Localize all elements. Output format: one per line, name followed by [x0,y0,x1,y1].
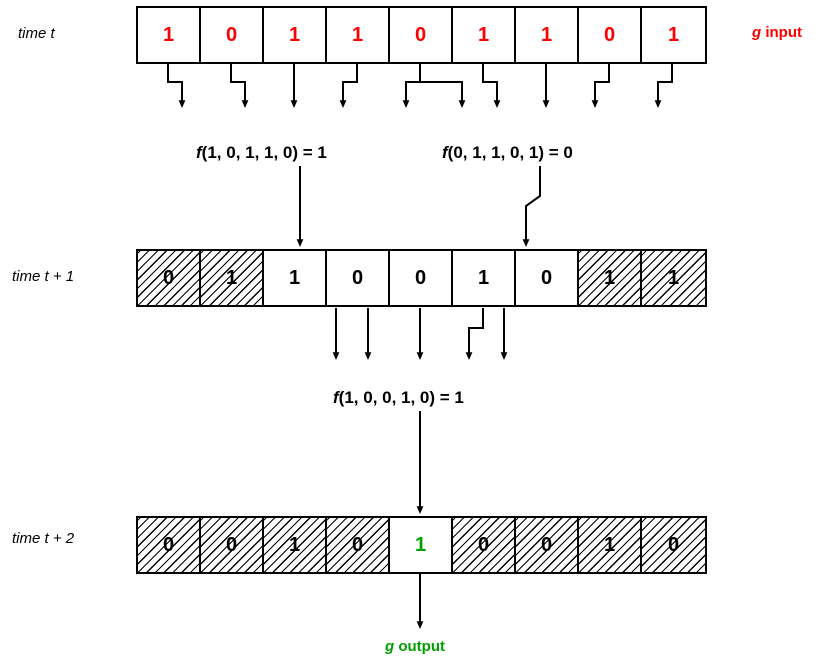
tape-cell[interactable] [138,518,201,572]
tape-cell[interactable] [453,518,516,572]
cell-value: 0 [162,266,175,289]
input-label-text: input [761,24,802,41]
cell-value: 0 [540,266,553,289]
output-label-symbol: g [385,638,395,655]
tap-arrow [420,64,462,104]
annotation-args: (1, 0, 0, 1, 0) [338,388,436,407]
cell-value: 1 [162,23,175,46]
tape-cell[interactable] [642,518,705,572]
row-label-time-t-plus-1: time t + 1 [12,268,75,285]
output-label-text: output [394,638,445,655]
tape-cell[interactable] [390,251,453,305]
tape-cell[interactable] [516,518,579,572]
annotation-eq: = 1 [435,388,464,407]
annotation-fn: f [333,388,339,407]
row-label-time-t: time t [18,25,55,42]
cell-value: 1 [414,533,427,556]
tap-arrow [406,64,420,104]
result-arrow [526,166,540,243]
tap-arrow [483,64,497,104]
tape-cell[interactable] [453,251,516,305]
cell-value: 1 [225,266,238,289]
tape-cell[interactable] [642,8,705,62]
tape-cell[interactable] [138,251,201,305]
cell-value: 1 [351,23,364,46]
tap-arrow [658,64,672,104]
cell-value: 0 [225,23,238,46]
cell-value: 0 [603,23,616,46]
cell-value: 0 [351,266,364,289]
tap-arrow [231,64,245,104]
tape-cell[interactable] [390,8,453,62]
tape-cell[interactable] [264,518,327,572]
cell-value: 1 [477,23,490,46]
cell-value: 1 [603,533,616,556]
annotation-args: (0, 1, 1, 0, 1) [447,143,545,162]
annotation-fn: f [442,143,448,162]
tap-arrow [595,64,609,104]
annotation-f-row2 [333,388,464,408]
tape-cell-output[interactable] [390,518,453,572]
input-label-symbol: g [752,24,762,41]
tape-cell[interactable] [201,251,264,305]
tape-cell[interactable] [327,251,390,305]
tape-cell[interactable] [264,251,327,305]
tap-arrow [168,64,182,104]
cell-value: 0 [540,533,553,556]
tape-cell[interactable] [453,8,516,62]
tape-cell[interactable] [327,8,390,62]
tape-cell[interactable] [138,8,201,62]
tape-cell[interactable] [201,518,264,572]
output-label [385,638,445,655]
tape-cell[interactable] [642,251,705,305]
cell-value: 1 [603,266,616,289]
cell-value: 0 [414,266,427,289]
cell-value: 1 [288,266,301,289]
tape-cell[interactable] [201,8,264,62]
cell-value: 1 [477,266,490,289]
tap-arrow [343,64,357,104]
cell-value: 0 [414,23,427,46]
tape-row-time-t-plus-1 [136,249,707,307]
tape-row-time-t [136,6,707,64]
input-label [752,24,802,41]
annotation-eq: = 0 [544,143,573,162]
annotation-fn: f [196,143,202,162]
tape-cell[interactable] [327,518,390,572]
annotation-args: (1, 0, 1, 1, 0) [201,143,299,162]
annotation-f-right-row1 [442,143,573,163]
tape-row-time-t-plus-2 [136,516,707,574]
tape-cell[interactable] [516,251,579,305]
tape-cell[interactable] [516,8,579,62]
cell-value: 1 [288,533,301,556]
row-label-time-t-plus-2: time t + 2 [12,530,75,547]
cell-value: 0 [162,533,175,556]
cell-value: 0 [351,533,364,556]
cell-value: 1 [667,23,680,46]
cell-value: 1 [540,23,553,46]
tape-cell[interactable] [579,251,642,305]
tape-cell[interactable] [579,518,642,572]
cell-value: 1 [288,23,301,46]
cell-value: 0 [667,533,680,556]
tape-cell[interactable] [264,8,327,62]
cell-value: 0 [477,533,490,556]
annotation-f-left-row1 [196,143,327,163]
annotation-eq: = 1 [298,143,327,162]
cell-value: 1 [667,266,680,289]
cell-value: 0 [225,533,238,556]
tape-cell[interactable] [579,8,642,62]
tap-arrow [469,308,483,356]
